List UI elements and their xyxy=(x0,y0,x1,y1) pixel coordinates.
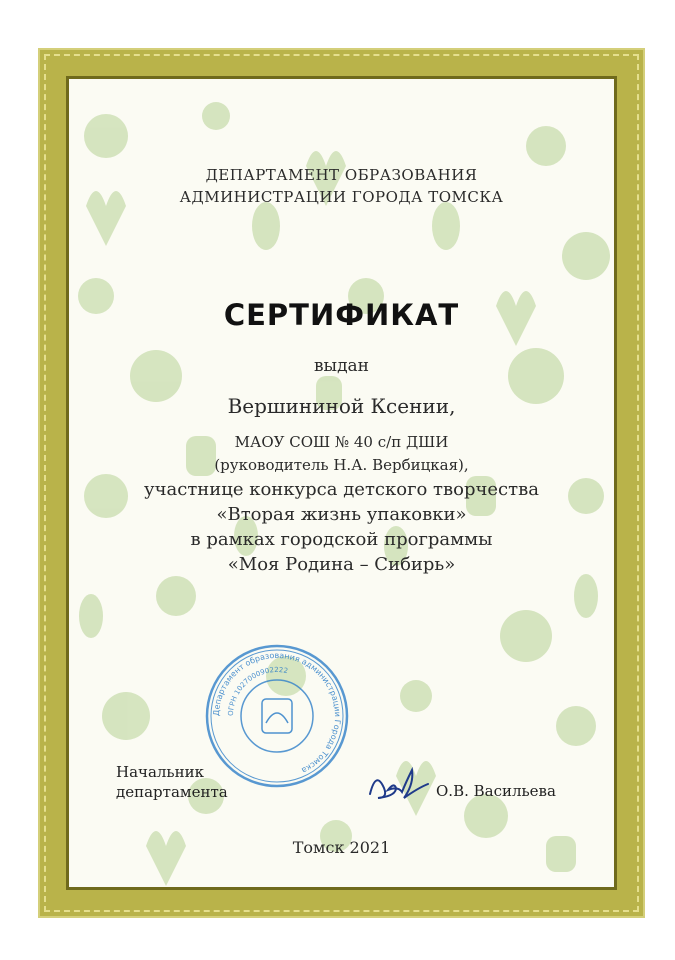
official-stamp xyxy=(202,641,352,791)
department-line-2: АДМИНИСТРАЦИИ ГОРОДА ТОМСКА xyxy=(179,188,504,206)
certificate-title: СЕРТИФИКАТ xyxy=(223,298,460,332)
signer-position-line-1: Начальник xyxy=(116,763,204,781)
program-line: в рамках городской программы xyxy=(190,529,493,550)
certificate-body xyxy=(66,76,617,890)
program-name: «Моя Родина – Сибирь» xyxy=(227,554,456,575)
certificate-frame xyxy=(40,50,643,916)
signer-position-line-2: департамента xyxy=(116,783,228,801)
signer-name: О.В. Васильева xyxy=(436,782,556,800)
handwritten-signature xyxy=(364,764,434,808)
recipient-name: Вершининой Ксении, xyxy=(227,394,456,418)
department-line-1: ДЕПАРТАМЕНТ ОБРАЗОВАНИЯ xyxy=(205,166,478,184)
place-and-year: Томск 2021 xyxy=(292,838,391,857)
contest-name: «Вторая жизнь упаковки» xyxy=(216,504,467,525)
participant-line: участнице конкурса детского творчества xyxy=(144,479,539,500)
issued-label: выдан xyxy=(313,356,370,376)
school-name: МАОУ СОШ № 40 с/п ДШИ xyxy=(234,433,449,451)
stamp-inner-text: ОГРН 1027000902222 xyxy=(226,665,289,717)
stamp-outer-text: Департамент образования администрации Города Томска xyxy=(211,650,343,776)
supervisor-name: (руководитель Н.А. Вербицкая), xyxy=(214,456,469,474)
